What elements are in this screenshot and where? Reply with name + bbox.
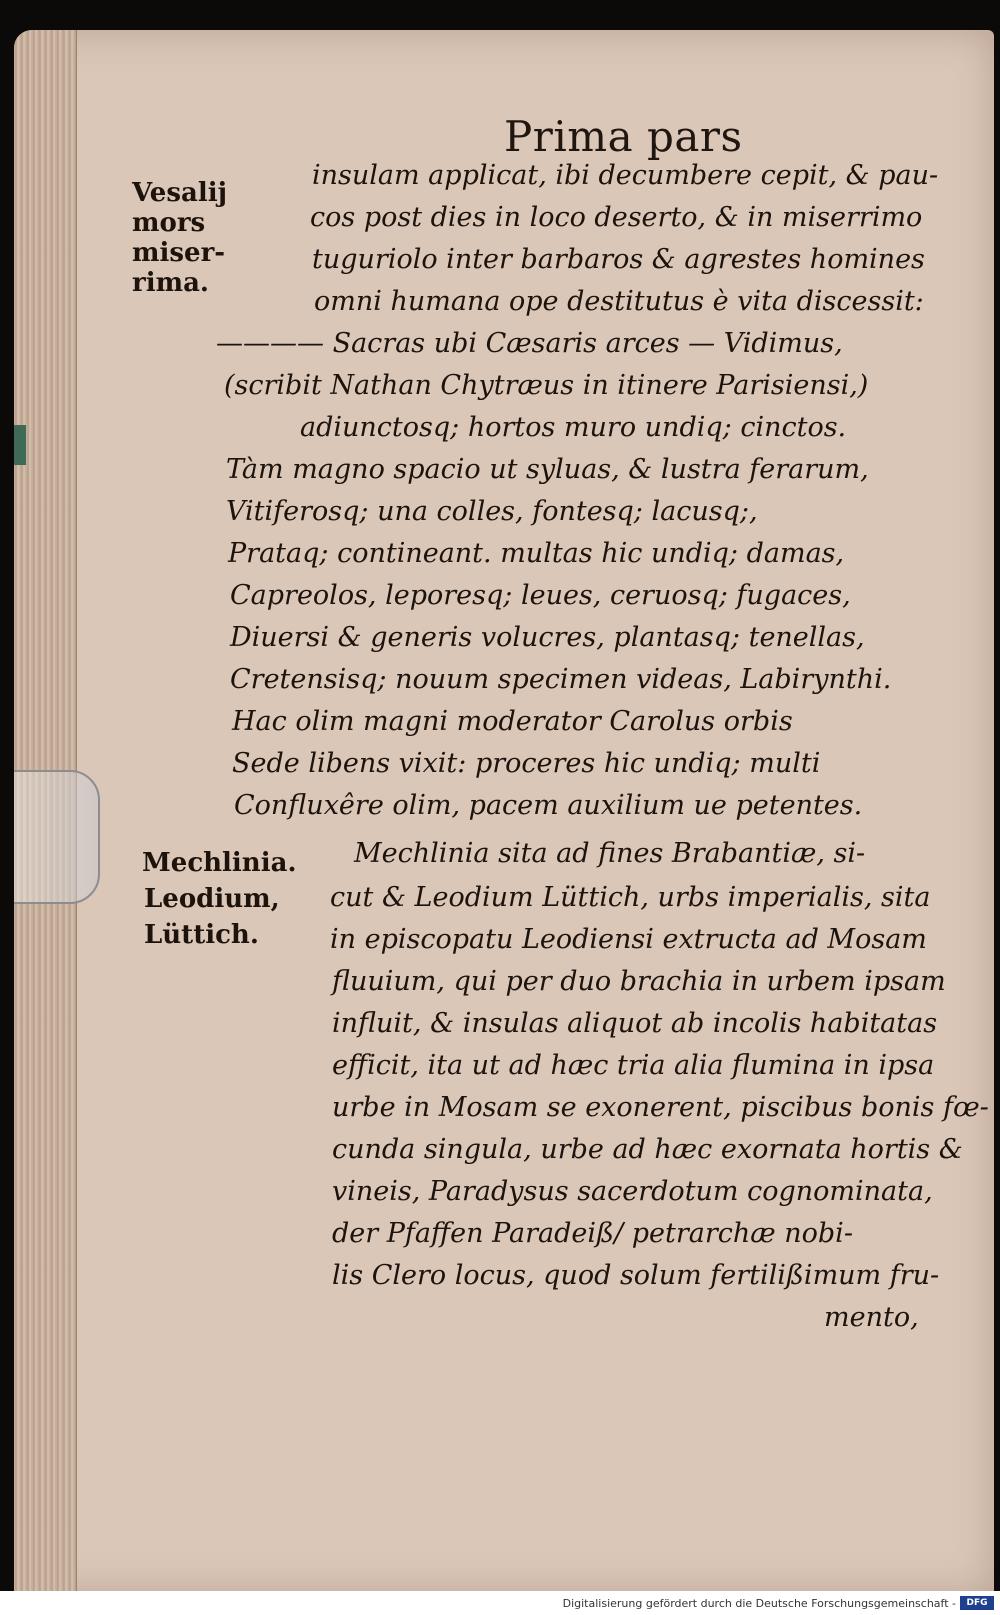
text-line: efficit, ita ut ad hæc tria alia flumina in ipsa bbox=[332, 1050, 935, 1081]
text-line: urbe in Mosam se exonerent, piscibus bonis fœ- bbox=[332, 1092, 989, 1123]
text-line: Capreolos, leporesq; leues, ceruosq; fugaces, bbox=[230, 580, 851, 611]
text-line: lis Clero locus, quod solum fertilißimum fru- bbox=[332, 1260, 940, 1291]
text-line: adiunctosq; hortos muro undiq; cinctos. bbox=[300, 412, 847, 443]
text-line: in episcopatu Leodiensi extructa ad Mosam bbox=[330, 924, 927, 955]
text-line: Confluxêre olim, pacem auxilium ue petentes. bbox=[234, 790, 863, 821]
footer-text: Digitalisierung gefördert durch die Deutsche Forschungsgemeinschaft - bbox=[562, 1597, 956, 1610]
margin-note-mechlinia: Mechlinia. bbox=[142, 848, 297, 878]
text-line: ———— Sacras ubi Cæsaris arces — Vidimus, bbox=[216, 328, 843, 359]
clip-tab bbox=[14, 770, 100, 904]
footer-bar bbox=[0, 1591, 1000, 1615]
text-line: Sede libens vixit: proceres hic undiq; multi bbox=[232, 748, 821, 779]
text-line: tuguriolo inter barbaros & agrestes homines bbox=[312, 244, 925, 275]
text-line: omni humana ope destitutus è vita discessit: bbox=[314, 286, 924, 317]
text-line: Hac olim magni moderator Carolus orbis bbox=[232, 706, 793, 737]
text-line: Cretensisq; nouum specimen videas, Labirynthi. bbox=[230, 664, 892, 695]
green-marker bbox=[14, 425, 26, 465]
margin-note-vesalii: Vesalij mors miser-rima. bbox=[132, 178, 227, 298]
text-line: Mechlinia sita ad fines Brabantiæ, si- bbox=[354, 838, 866, 869]
book-page bbox=[14, 30, 994, 1595]
margin-note-lutich: Lüttich. bbox=[144, 920, 259, 950]
dfg-logo: DFG bbox=[960, 1596, 994, 1610]
text-line: der Pfaffen Paradeiß/ petrarchæ nobi- bbox=[332, 1218, 853, 1249]
text-line: fluuium, qui per duo brachia in urbem ipsam bbox=[332, 966, 946, 997]
text-line: Prataq; contineant. multas hic undiq; damas, bbox=[228, 538, 845, 569]
text-line: Diuersi & generis volucres, plantasq; tenellas, bbox=[230, 622, 865, 653]
text-line: cut & Leodium Lüttich, urbs imperialis, sita bbox=[330, 882, 931, 913]
text-line: (scribit Nathan Chytræus in itinere Parisiensi,) bbox=[224, 370, 869, 401]
text-line: insulam applicat, ibi decumbere cepit, & pau- bbox=[312, 160, 939, 191]
text-line: cunda singula, urbe ad hæc exornata hortis & bbox=[332, 1134, 963, 1165]
text-line: Tàm magno spacio ut syluas, & lustra ferarum, bbox=[226, 454, 869, 485]
text-line: Vitiferosq; una colles, fontesq; lacusq;, bbox=[226, 496, 758, 527]
text-line: vineis, Paradysus sacerdotum cognominata, bbox=[332, 1176, 933, 1207]
text-line: cos post dies in loco deserto, & in miserrimo bbox=[310, 202, 923, 233]
running-head: Prima pars bbox=[504, 112, 743, 161]
text-line: influit, & insulas aliquot ab incolis habitatas bbox=[332, 1008, 938, 1039]
text-line: mento, bbox=[824, 1302, 919, 1333]
margin-note-leodium: Leodium, bbox=[144, 884, 280, 914]
